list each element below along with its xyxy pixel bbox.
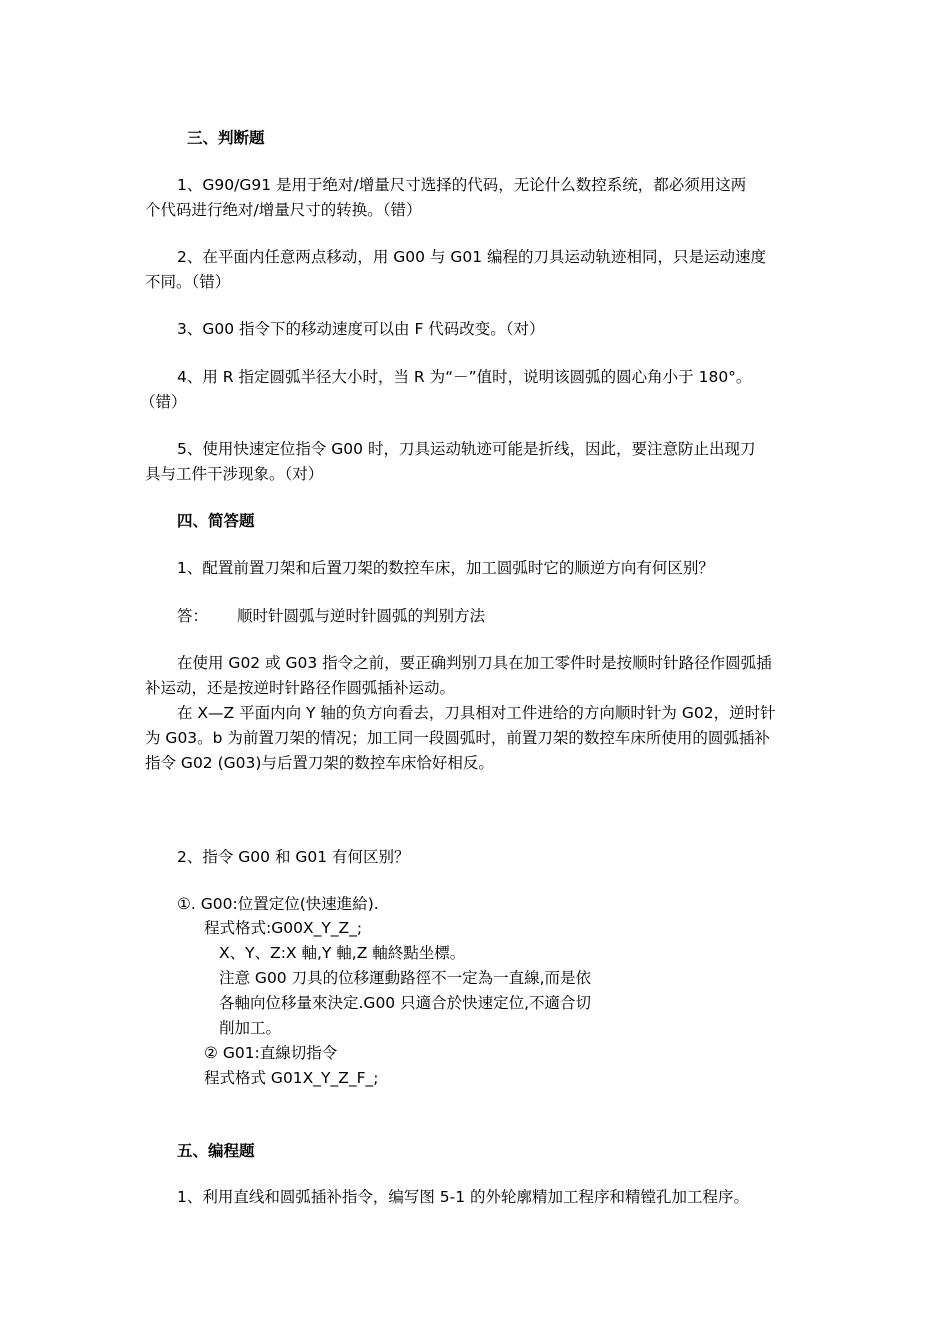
short-answer-question-2: 2、指令 G00 和 G01 有何区别？	[177, 848, 410, 866]
tf-item-3-line-1: 3、G00 指令下的移动速度可以由 F 代码改变。（对）	[177, 320, 545, 338]
section-5-heading: 五、编程题	[177, 1142, 255, 1160]
answer-paragraph-2-line-1: 在 X—Z 平面内向 Y 轴的负方向看去，刀具相对工件进给的方向顺时针为 G02，逆时针	[177, 704, 776, 722]
answer-paragraph-1-line-2: 补运动，还是按逆时针路径作圆弧插补运动。	[145, 679, 456, 697]
tf-item-5-line-2: 具与工件干涉现象。（对）	[145, 465, 324, 483]
g00-heading: ①. G00:位置定位(快速進給).	[177, 895, 379, 913]
tf-item-1-line-1: 1、G90/G91 是用于绝对/增量尺寸选择的代码，无论什么数控系统，都必须用这两	[177, 176, 747, 194]
tf-item-1-line-2: 个代码进行绝对/增量尺寸的转换。（错）	[145, 201, 422, 219]
answer-paragraph-2-line-3: 指令 G02 (G03)与后置刀架的数控车床恰好相反。	[145, 754, 494, 772]
g00-axes: X、Y、Z:X 軸,Y 軸,Z 軸終點坐標。	[219, 944, 466, 962]
tf-item-4-line-1: 4、用 R 指定圆弧半径大小时，当 R 为“－”值时，说明该圆弧的圆心角小于 180°。	[177, 368, 752, 386]
tf-item-2-line-2: 不同。（错）	[145, 273, 231, 291]
answer-paragraph-2-line-2: 为 G03。b 为前置刀架的情况；加工同一段圆弧时，前置刀架的数控车床所使用的圆弧插补	[145, 729, 770, 747]
answer-paragraph-1-line-1: 在使用 G02 或 G03 指令之前，要正确判别刀具在加工零件时是按顺时针路径作圆弧插	[177, 654, 772, 672]
g01-format: 程式格式 G01X_Y_Z_F_;	[204, 1069, 379, 1087]
short-answer-question-1: 1、配置前置刀架和后置刀架的数控车床，加工圆弧时它的顺逆方向有何区别？	[177, 559, 714, 577]
answer-label: 答：	[177, 607, 209, 625]
g00-note-line-1: 注意 G00 刀具的位移運動路徑不一定為一直線,而是依	[219, 969, 592, 987]
tf-item-4-line-2: （错）	[140, 393, 187, 411]
g00-note-line-3: 削加工。	[219, 1019, 282, 1037]
programming-question-1: 1、利用直线和圆弧插补指令，编写图 5-1 的外轮廓精加工程序和精镗孔加工程序。	[177, 1188, 750, 1206]
section-4-heading: 四、简答题	[177, 512, 255, 530]
g00-note-line-2: 各軸向位移量來決定.G00 只適合於快速定位,不適合切	[219, 994, 592, 1012]
answer-title: 顺时针圆弧与逆时针圆弧的判别方法	[237, 607, 486, 625]
section-3-heading: 三、判断题	[187, 129, 265, 147]
g00-format: 程式格式:G00X_Y_Z_;	[204, 919, 363, 937]
tf-item-5-line-1: 5、使用快速定位指令 G00 时，刀具运动轨迹可能是折线，因此，要注意防止出现刀	[177, 440, 756, 458]
g01-heading: ② G01:直線切指令	[204, 1044, 338, 1062]
tf-item-2-line-1: 2、在平面内任意两点移动，用 G00 与 G01 编程的刀具运动轨迹相同，只是运动速度	[177, 248, 767, 266]
